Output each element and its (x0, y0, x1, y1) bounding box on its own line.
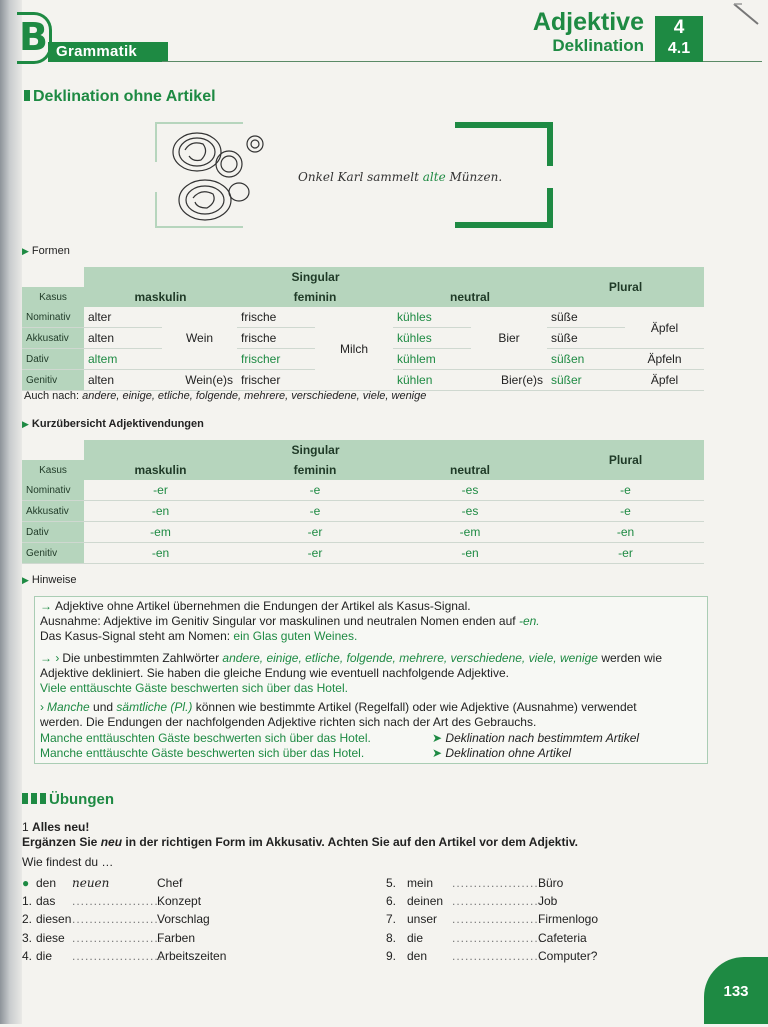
page-subtitle: Deklination (552, 36, 644, 55)
table-row: Akkusativ alten frische kühles süße (22, 328, 704, 349)
chapter-letter-logo: B (17, 12, 52, 64)
declension-forms-table (22, 267, 704, 391)
page-heading (533, 8, 644, 56)
chevron-right-icon: ➤ (432, 746, 443, 760)
example-dot-icon: ● (22, 876, 30, 890)
arrow-bullet-icon: → (40, 599, 52, 613)
hint-line: werden. Die Endungen der nachfolgenden Adjektive richten sich nach der Art des Gebrauchs. (40, 715, 537, 729)
answer-blank[interactable]: ..................... (452, 894, 544, 909)
noun-wein: Wein (162, 307, 237, 370)
noun-milch: Milch (315, 307, 393, 391)
book-binding (0, 0, 22, 1024)
table-row: Dativ altem frischer kühlem süßen Äpfeln (22, 349, 704, 370)
triangle-bullet-icon: ▶ (22, 246, 29, 256)
page-title: Adjektive (532, 8, 644, 36)
answer-blank[interactable]: ..................... (452, 876, 544, 890)
subchapter-number: 4.1 (667, 40, 691, 57)
singular-header: Singular (84, 267, 547, 287)
neutral-header: neutral (393, 287, 547, 307)
table-row: Genitiv alten Wein(e)s frischer kühlen Bier(e)s süßer Äpfel (22, 370, 704, 391)
noun-weines: Wein(e)s (162, 370, 237, 391)
section-banner: Grammatik (48, 42, 168, 62)
exercises-title: Übungen (22, 791, 114, 808)
section-marker-icon (24, 90, 30, 101)
answer-blank[interactable]: ..................... (452, 930, 544, 945)
neutral-header: neutral (393, 460, 547, 480)
noun-bier: Bier (471, 307, 547, 370)
feminin-header: feminin (237, 460, 393, 480)
endings-overview-table (22, 440, 704, 564)
noun-aepfel: Äpfel (625, 307, 704, 349)
noun-aepfeln: Äpfeln (625, 349, 704, 370)
hint-line: › Manche und sämtliche (Pl.) können wie bestimmte Artikel (Regelfall) oder wie Adjektive (Ausnahme) verwendet (40, 700, 637, 714)
auch-nach-note: Auch nach: andere, einige, etliche, folgende, mehrere, verschiedene, viele, wenige (24, 390, 427, 402)
maskulin-header: maskulin (84, 287, 237, 307)
table-row: Dativ -em -er -em -en (22, 522, 704, 543)
exercise-lead: Wie findest du … (22, 855, 114, 869)
hinweise-heading: ▶ Hinweise (22, 574, 77, 586)
exercise-instruction: Ergänzen Sie neu in der richtigen Form im Akkusativ. Achten Sie auf den Artikel vor dem Adjektiv. (22, 835, 578, 849)
kasus-header: Kasus (22, 287, 84, 307)
hint-line: Adjektive dekliniert. Sie haben die gleiche Endung wie eventuell nachfolgende Adjektive. (40, 666, 509, 680)
page-corner-icon (732, 0, 762, 28)
kurz-heading: ▶ Kurzübersicht Adjektivendungen (22, 418, 204, 430)
page-number: 133 (704, 957, 768, 1024)
singular-header: Singular (84, 440, 547, 460)
noun-bieres: Bier(e)s (471, 370, 547, 391)
answer-blank[interactable]: ..................... (72, 948, 164, 963)
answer-blank[interactable]: ..................... (72, 912, 164, 927)
table-row: Akkusativ -en -e -es -e (22, 501, 704, 522)
section-marker-icon (22, 793, 28, 804)
table-row: Genitiv -en -er -en -er (22, 543, 704, 564)
answer-blank[interactable]: ..................... (452, 948, 544, 963)
hint-line: Ausnahme: Adjektive im Genitiv Singular vor maskulinen und neutralen Nomen enden auf -en. (40, 614, 540, 628)
plural-header: Plural (547, 440, 704, 480)
arrow-bullet-icon: → › (40, 651, 60, 665)
section-title: Deklination ohne Artikel (24, 88, 216, 106)
maskulin-header: maskulin (84, 460, 237, 480)
formen-heading: ▶ Formen (22, 245, 70, 257)
hint-line: → Adjektive ohne Artikel übernehmen die Endungen der Artikel als Kasus-Signal. (40, 599, 471, 613)
hint-line: Das Kasus-Signal steht am Nomen: ein Glas guten Weines. (40, 629, 358, 643)
answer-blank[interactable]: ..................... (72, 930, 164, 945)
hint-example: Manche enttäuschten Gäste beschwerten sich über das Hotel. ➤ Deklination nach bestimmtem Artikel (40, 731, 640, 745)
plural-header: Plural (547, 267, 704, 307)
table-row: Nominativ -er -e -es -e (22, 480, 704, 501)
table-row: Nominativ alter Wein frische Milch kühles Bier süße Äpfel (22, 307, 704, 328)
kasus-header: Kasus (22, 460, 84, 480)
answer-blank[interactable]: ..................... (72, 894, 164, 909)
triangle-bullet-icon: ▶ (22, 419, 29, 429)
feminin-header: feminin (237, 287, 393, 307)
arrow-bullet-icon: › (40, 700, 44, 714)
hint-line: → › Die unbestimmten Zahlwörter andere, einige, etliche, folgende, mehrere, verschiedene, viele, wenige werden wie (40, 651, 663, 665)
hint-example: Viele enttäuschte Gäste beschwerten sich über das Hotel. (40, 681, 348, 695)
chapter-number: 4 (673, 17, 685, 38)
illustration-caption: Onkel Karl sammelt alte Münzen. (298, 170, 503, 184)
triangle-bullet-icon: ▶ (22, 575, 29, 585)
exercise-title: 1 Alles neu! (22, 820, 90, 834)
hint-example: Manche enttäuschte Gäste beschwerten sich über das Hotel. ➤ Deklination ohne Artikel (40, 746, 572, 760)
chapter-number-box (655, 16, 703, 62)
noun-aepfel-gen: Äpfel (625, 370, 704, 391)
answer-blank[interactable]: ..................... (452, 912, 544, 927)
chevron-right-icon: ➤ (432, 731, 443, 745)
